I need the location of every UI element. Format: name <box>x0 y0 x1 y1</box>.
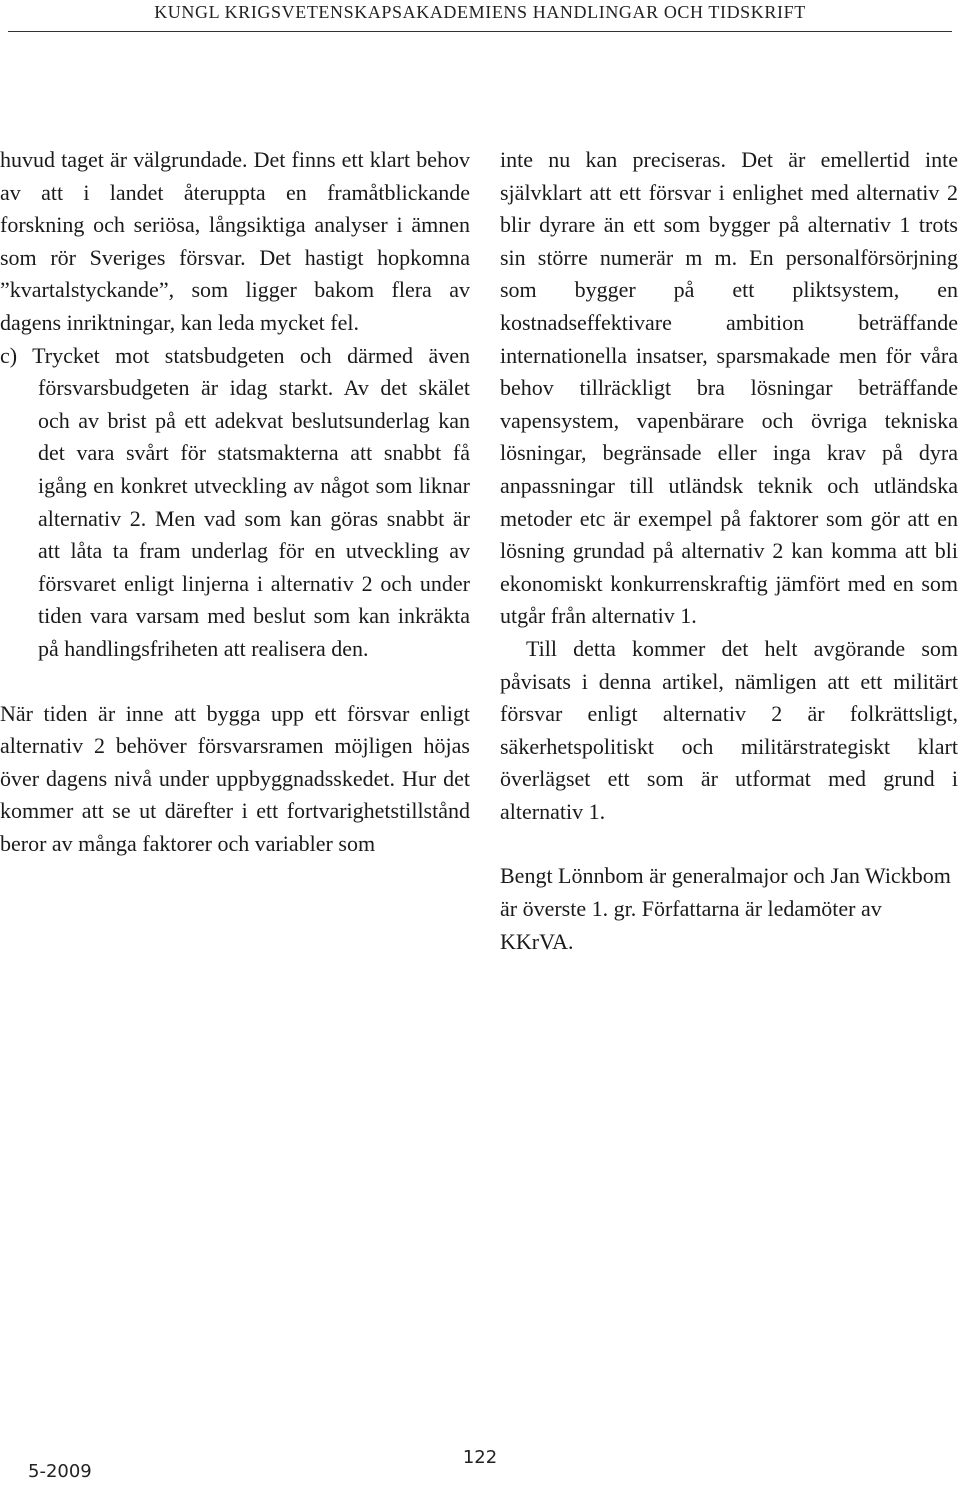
final-paragraph: När tiden är inne att bygga upp ett försvar enligt alternativ 2 behöver försvarsramen möjligen höjas över dagens nivå under uppbyggnadsskedet. Hur det kommer att se ut därefter i ett fortvarighetstillstånd beror av många faktorer och variabler som <box>0 700 470 856</box>
left-column <box>0 144 470 860</box>
right-column <box>500 144 958 958</box>
page-number: 122 <box>462 1447 498 1468</box>
authors-note: Bengt Lönnbom är generalmajor och Jan Wickbom är överste 1. gr. Författarna är ledamöter av KKrVA. <box>500 863 951 954</box>
continued-paragraph-right: inte nu kan preciseras. Det är emellertid inte självklart att ett försvar i enlighet med alternativ 2 blir dyrare än ett som bygger på alternativ 1 trots sin större numerär m m. En personalförsörjning som bygger på ett pliktsystem, en kostnadseffektivare ambition beträffande internationella insatser, sparsmakade men för våra behov tillräckligt bra lösningar beträffande vapensystem, vapenbärare och övriga tekniska lösningar, begränsade eller inga krav på dyra anpassningar till utländsk teknik och utländska metoder etc är exempel på faktorer som gör att en lösning grundad på alternativ 2 kan komma att bli ekonomiskt konkurrenskraftig jämfört med en som utgår från alternativ 1. <box>500 147 958 629</box>
continued-paragraph: huvud taget är välgrundade. Det finns ett klart behov av att i landet återuppta en framåtblickande forskning och seriösa, långsiktiga analyser i ämnen som rör Sveriges försvar. Det hastigt hopkomna ”kvartalstyckande”, som ligger bakom flera av dagens inriktningar, kan leda mycket fel. <box>0 147 470 335</box>
running-header: KUNGL KRIGSVETENSKAPSAKADEMIENS HANDLINGAR OCH TIDSKRIFT <box>154 2 806 22</box>
conclusion-paragraph: Till detta kommer det helt avgörande som påvisats i denna artikel, nämligen att ett militärt försvar enligt alternativ 2 är folkrättsligt, säkerhetspolitiskt och militärstrategiskt klart överlägset ett som är utformat med grund i alternativ 1. <box>500 635 958 824</box>
issue-label: 5-2009 <box>28 1461 92 1482</box>
list-item-c: c) Trycket mot statsbudgeten och därmed även försvarsbudgeten är idag starkt. Av det skälet och av brist på ett adekvat beslutsunderlag kan det vara svårt för statsmakterna att snabbt få igång en konkret utveckling av något som liknar alternativ 2. Men vad som kan göras snabbt är att låta ta fram underlag för en utveckling av försvaret enligt linjerna i alternativ 2 och under tiden vara varsam med beslut som kan inkräkta på handlingsfriheten att realisera den. <box>0 342 470 661</box>
header-rule <box>8 31 952 32</box>
